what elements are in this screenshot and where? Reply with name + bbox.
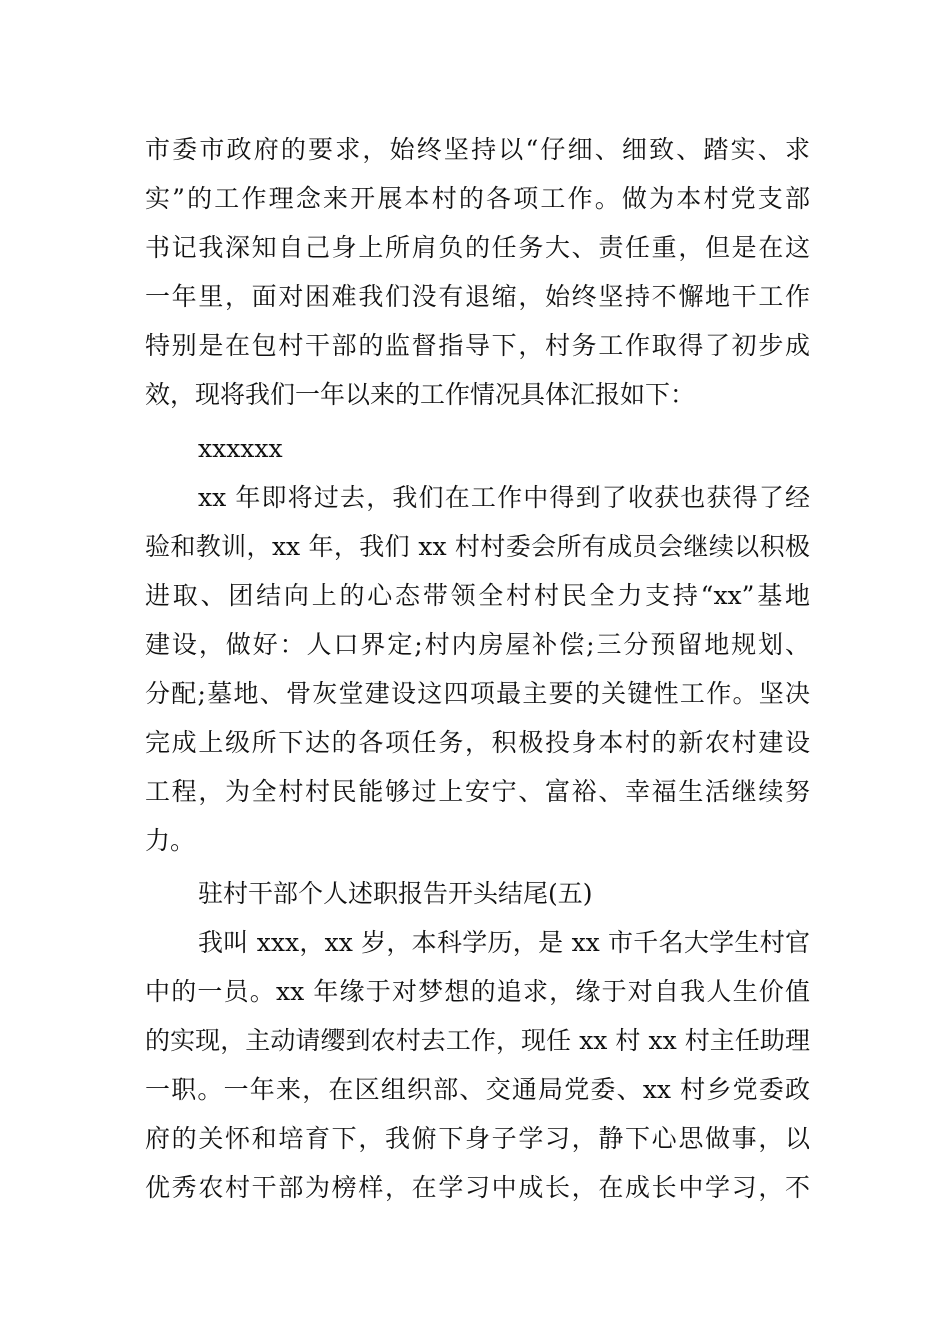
- text-line: 府的关怀和培育下，我俯下身子学习，静下心思做事，以: [145, 1124, 810, 1153]
- text-line: 特别是在包村干部的监督指导下，村务工作取得了初步成: [145, 331, 810, 360]
- text-line: 实”的工作理念来开展本村的各项工作。做为本村党支部: [145, 184, 810, 213]
- text-line: 书记我深知自己身上所肩负的任务大、责任重，但是在这: [145, 233, 810, 262]
- text-line: 验和教训，xx 年，我们 xx 村村委会所有成员会继续以积极: [145, 532, 810, 561]
- text-line: 效，现将我们一年以来的工作情况具体汇报如下：: [145, 380, 696, 409]
- placeholder-line: xxxxxx: [198, 434, 283, 463]
- paragraph-first-line: xx 年即将过去，我们在工作中得到了收获也获得了经: [198, 483, 810, 512]
- text-line: 力。: [145, 826, 196, 855]
- text-line: 分配;墓地、骨灰堂建设这四项最主要的关键性工作。坚决: [145, 679, 810, 708]
- text-line: 优秀农村干部为榜样，在学习中成长，在成长中学习，不: [145, 1173, 810, 1202]
- text-line: 的实现，主动请缨到农村去工作，现任 xx 村 xx 村主任助理: [145, 1026, 810, 1055]
- text-line: 一职。一年来，在区组织部、交通局党委、xx 村乡党委政: [145, 1075, 810, 1104]
- paragraph-first-line: 我叫 xxx，xx 岁，本科学历，是 xx 市千名大学生村官: [198, 928, 810, 957]
- text-line: 工程，为全村村民能够过上安宁、富裕、幸福生活继续努: [145, 777, 810, 806]
- text-line: 中的一员。xx 年缘于对梦想的追求，缘于对自我人生价值: [145, 977, 810, 1006]
- text-line: 建设，做好：人口界定;村内房屋补偿;三分预留地规划、: [145, 630, 810, 659]
- text-line: 市委市政府的要求，始终坚持以“仔细、细致、踏实、求: [145, 135, 810, 164]
- section-heading: 驻村干部个人述职报告开头结尾(五): [198, 879, 593, 908]
- text-line: 一年里，面对困难我们没有退缩，始终坚持不懈地干工作: [145, 282, 810, 311]
- text-line: 完成上级所下达的各项任务，积极投身本村的新农村建设: [145, 728, 810, 757]
- text-line: 进取、团结向上的心态带领全村村民全力支持“xx”基地: [145, 581, 810, 610]
